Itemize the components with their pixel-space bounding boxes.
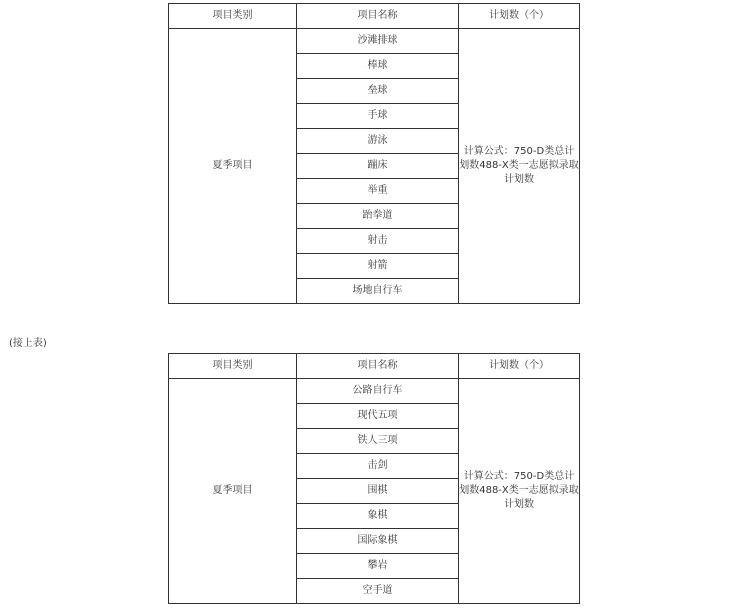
table-row	[169, 379, 580, 404]
header-plan-count: 计划数（个）	[459, 354, 580, 379]
header-item-name: 项目名称	[297, 354, 459, 379]
item-name-cell: 跆拳道	[297, 204, 459, 229]
continued-table-note: (接上表)	[9, 338, 47, 349]
item-name-cell: 铁人三项	[297, 429, 459, 454]
item-name-cell: 棒球	[297, 54, 459, 79]
item-name-cell: 射箭	[297, 254, 459, 279]
header-category: 项目类别	[169, 354, 297, 379]
item-name-cell: 场地自行车	[297, 279, 459, 304]
category-cell: 夏季项目	[169, 379, 297, 604]
item-name-cell: 象棋	[297, 504, 459, 529]
item-name-cell: 国际象棋	[297, 529, 459, 554]
item-name-cell: 空手道	[297, 579, 459, 604]
item-name-cell: 围棋	[297, 479, 459, 504]
plan-table-2	[168, 353, 580, 604]
item-name-cell: 垒球	[297, 79, 459, 104]
table-row	[169, 29, 580, 54]
header-item-name: 项目名称	[297, 4, 459, 29]
item-name-cell: 公路自行车	[297, 379, 459, 404]
item-name-cell: 蹦床	[297, 154, 459, 179]
item-name-cell: 游泳	[297, 129, 459, 154]
formula-cell: 计算公式：750-D类总计划数488-X类一志愿拟录取计划数	[459, 379, 580, 604]
category-cell: 夏季项目	[169, 29, 297, 304]
plan-table-1	[168, 3, 580, 304]
item-name-cell: 现代五项	[297, 404, 459, 429]
item-name-cell: 击剑	[297, 454, 459, 479]
header-plan-count: 计划数（个）	[459, 4, 580, 29]
item-name-cell: 攀岩	[297, 554, 459, 579]
header-category: 项目类别	[169, 4, 297, 29]
header-row	[169, 354, 580, 379]
item-name-cell: 手球	[297, 104, 459, 129]
formula-cell: 计算公式：750-D类总计划数488-X类一志愿拟录取计划数	[459, 29, 580, 304]
item-name-cell: 射击	[297, 229, 459, 254]
item-name-cell: 沙滩排球	[297, 29, 459, 54]
header-row	[169, 4, 580, 29]
item-name-cell: 举重	[297, 179, 459, 204]
